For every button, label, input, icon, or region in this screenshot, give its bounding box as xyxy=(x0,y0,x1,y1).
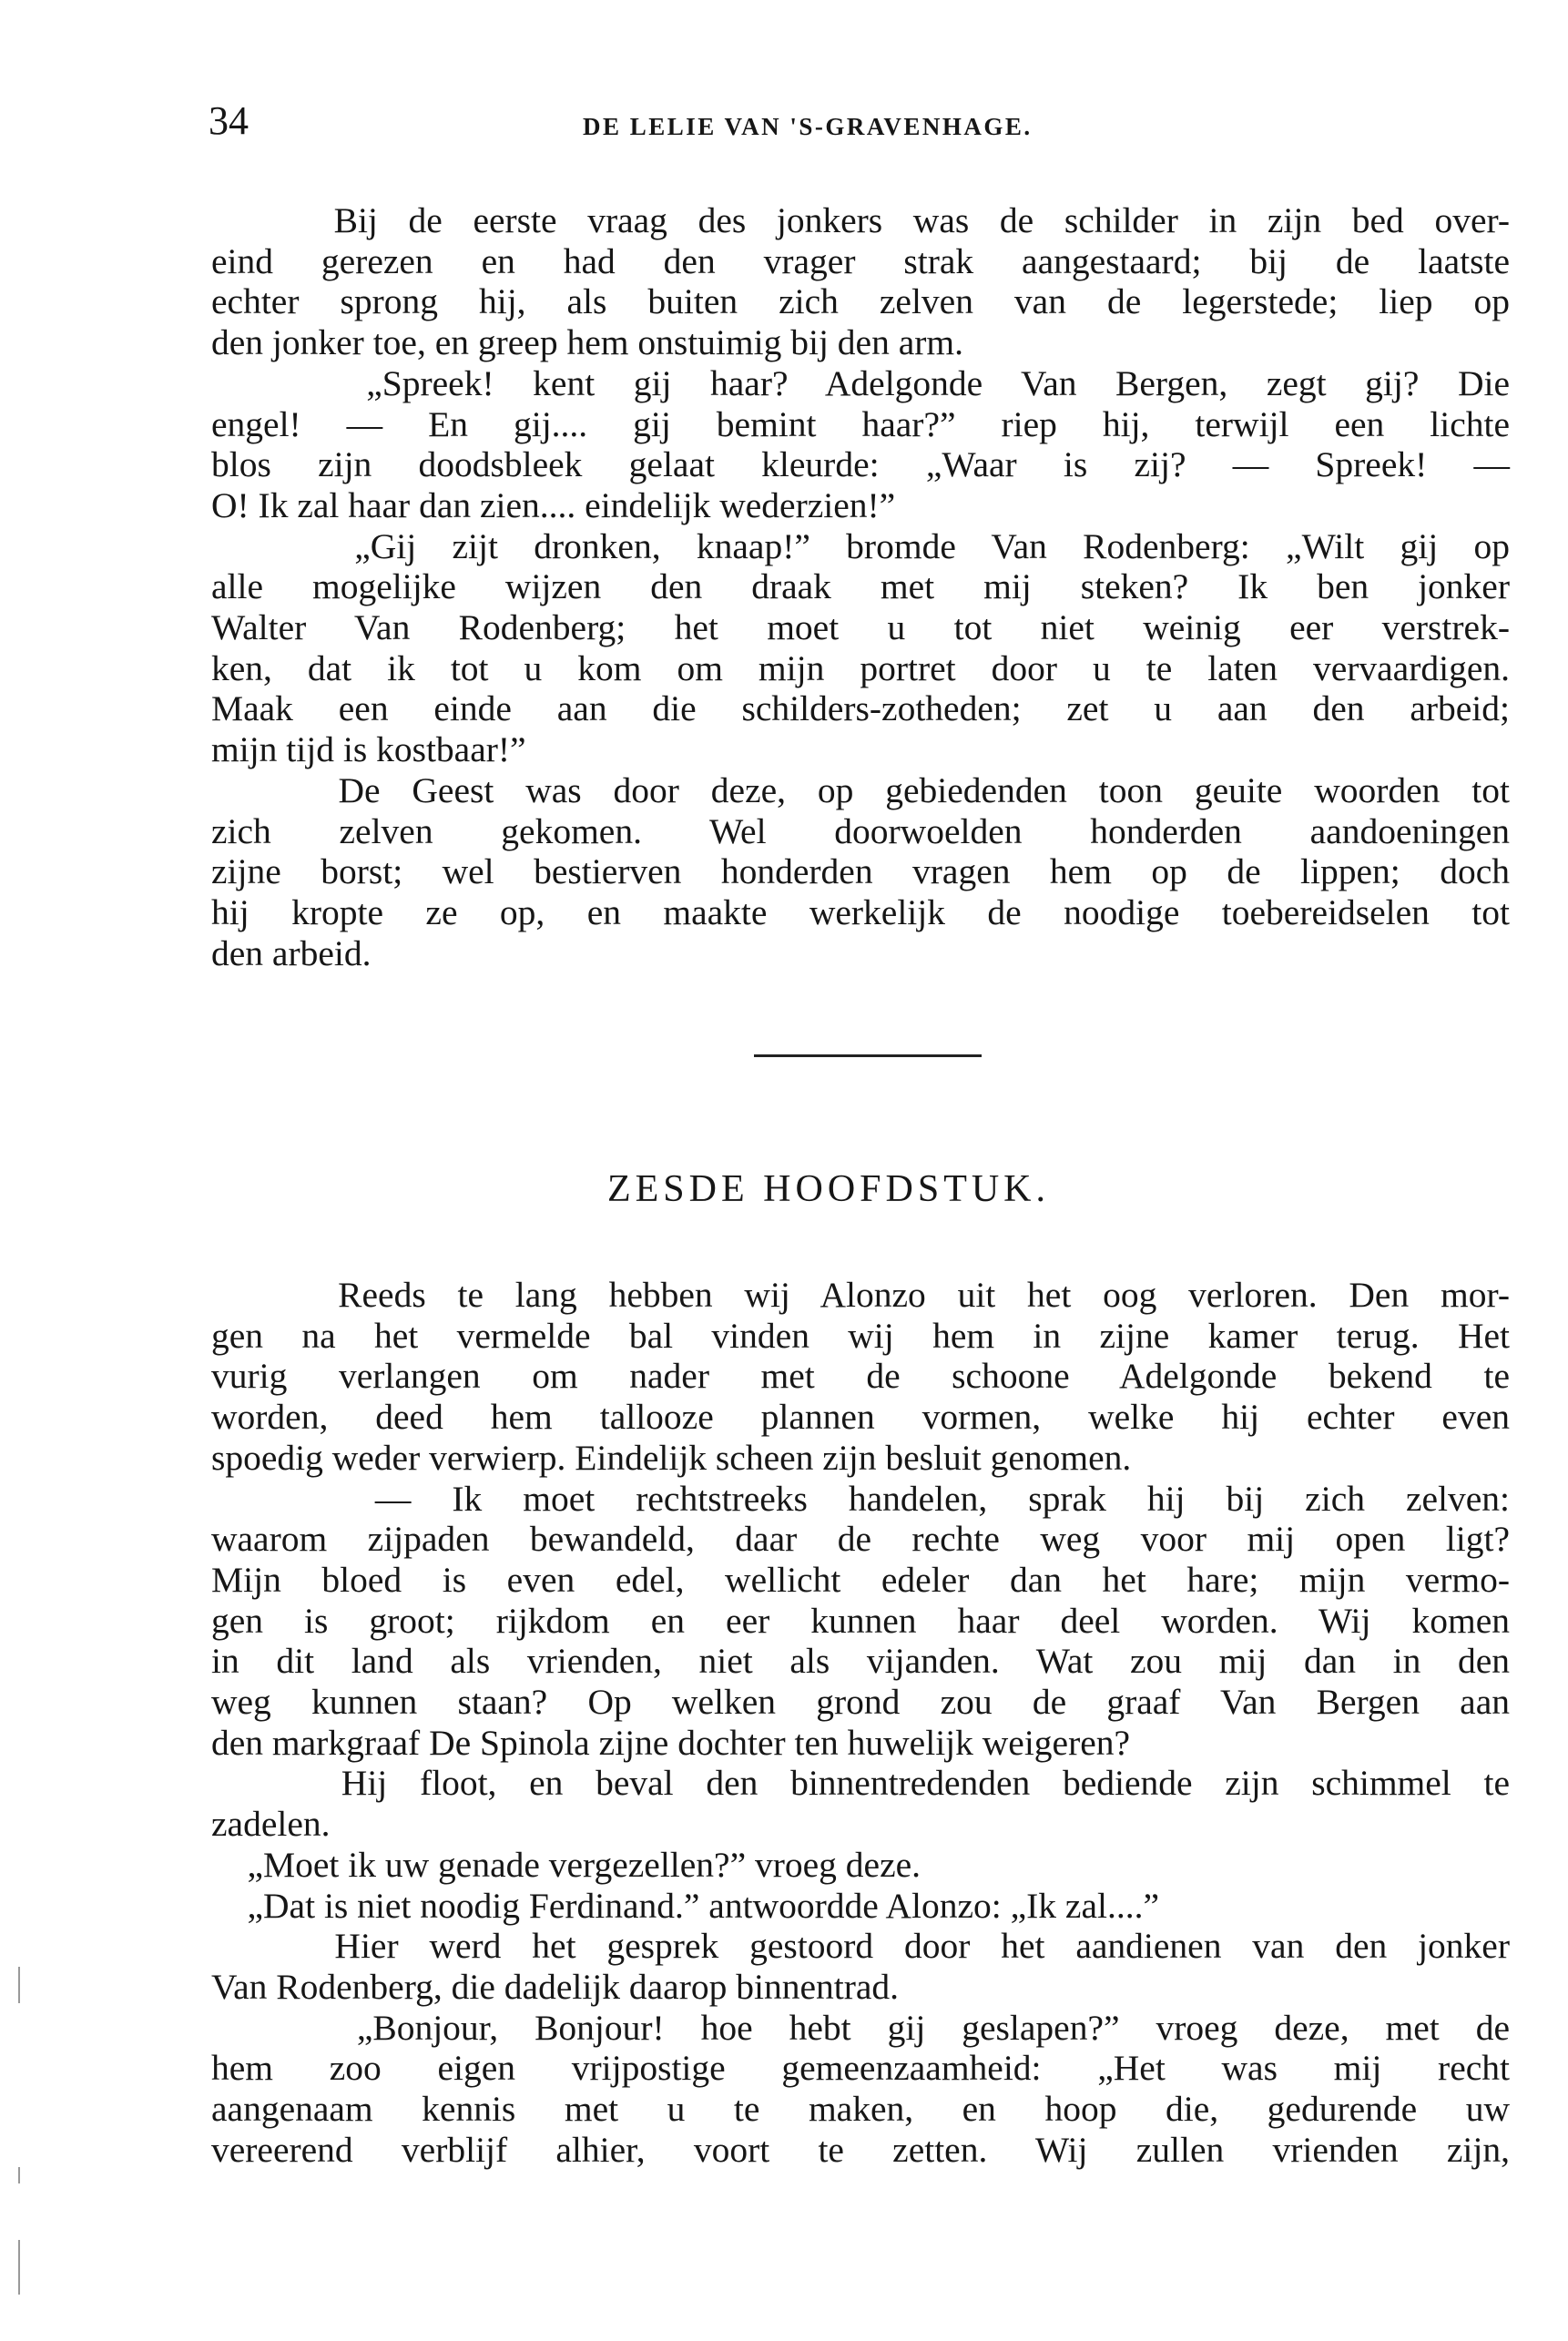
text-line: blos zijn doodsbleek gelaat kleurde: „Waar is zij? — Spreek! — xyxy=(211,444,1510,485)
text-line: den jonker toe, en greep hem onstuimig bij den arm. xyxy=(211,322,963,363)
text-line: gen is groot; rijkdom en eer kunnen haar deel worden. Wij komen xyxy=(211,1600,1510,1641)
text-line: Hier werd het gesprek gestoord door het aandienen van den jonker xyxy=(211,1926,1510,1967)
text-line: den arbeid. xyxy=(211,932,372,973)
chapter-title: ZESDE HOOFDSTUK. xyxy=(607,1168,1051,1210)
text-line: — Ik moet rechtstreeks handelen, sprak hij bij zich zelven: xyxy=(211,1478,1510,1519)
text-line: vereerend verblijf alhier, voort te zetten. Wij zullen vrienden zijn, xyxy=(211,2129,1510,2170)
text-line: in dit land als vrienden, niet als vijanden. Wat zou mij dan in den xyxy=(211,1641,1510,1682)
text-line: gen na het vermelde bal vinden wij hem in zijne kamer terug. Het xyxy=(211,1315,1510,1356)
text-block-section-1 xyxy=(211,200,1510,973)
text-line: Hij floot, en beval den binnentredenden bediende zijn schimmel te xyxy=(211,1763,1510,1804)
text-line: „Moet ik uw genade vergezellen?” vroeg deze. xyxy=(211,1844,921,1885)
text-line: zadelen. xyxy=(211,1804,331,1845)
margin-speck xyxy=(18,2240,20,2295)
text-line: eind gerezen en had den vrager strak aangestaard; bij de laatste xyxy=(211,240,1510,281)
text-line: De Geest was door deze, op gebiedenden toon geuite woorden tot xyxy=(211,769,1510,810)
text-line: zijne borst; wel bestierven honderden vragen hem op de lippen; doch xyxy=(211,851,1510,892)
text-line: Walter Van Rodenberg; het moet u tot niet weinig eer verstrek- xyxy=(211,607,1510,648)
text-line: hij kropte ze op, en maakte werkelijk de noodige toebereidselen tot xyxy=(211,891,1510,932)
text-line: „Bonjour, Bonjour! hoe hebt gij geslapen?” vroeg deze, met de xyxy=(211,2007,1510,2048)
margin-speck xyxy=(18,1967,20,2003)
text-line: alle mogelijke wijzen den draak met mij steken? Ik ben jonker xyxy=(211,566,1510,607)
margin-speck xyxy=(18,2167,20,2183)
text-line: Reeds te lang hebben wij Alonzo uit het oog verloren. Den mor- xyxy=(211,1275,1510,1315)
page-number: 34 xyxy=(209,98,249,143)
section-divider xyxy=(754,1054,982,1057)
text-line: echter sprong hij, als buiten zich zelven van de legerstede; liep op xyxy=(211,281,1510,322)
text-line: „Spreek! kent gij haar? Adelgonde Van Bergen, zegt gij? Die xyxy=(211,362,1510,403)
text-line: „Gij zijt dronken, knaap!” bromde Van Rodenberg: „Wilt gij op xyxy=(211,525,1510,566)
text-line: spoedig weder verwierp. Eindelijk scheen zijn besluit genomen. xyxy=(211,1437,1132,1478)
text-line: hem zoo eigen vrijpostige gemeenzaamheid: „Het was mij recht xyxy=(211,2048,1510,2089)
text-line: mijn tijd is kostbaar!” xyxy=(211,729,526,770)
text-line: „Dat is niet noodig Ferdinand.” antwoordde Alonzo: „Ik zal....” xyxy=(211,1885,1159,1926)
text-line: vurig verlangen om nader met de schoone Adelgonde bekend te xyxy=(211,1356,1510,1397)
text-line: den markgraaf De Spinola zijne dochter ten huwelijk weigeren? xyxy=(211,1722,1131,1763)
text-line: Van Rodenberg, die dadelijk daarop binnentrad. xyxy=(211,1966,900,2007)
text-line: aangenaam kennis met u te maken, en hoop die, gedurende uw xyxy=(211,2089,1510,2130)
text-line: waarom zijpaden bewandeld, daar de rechte weg voor mij open ligt? xyxy=(211,1519,1510,1560)
text-line: engel! — En gij.... gij bemint haar?” riep hij, terwijl een lichte xyxy=(211,403,1510,444)
text-block-section-2 xyxy=(211,1275,1510,2170)
running-head: DE LELIE VAN 'S-GRAVENHAGE. xyxy=(583,113,1033,140)
margin-specks xyxy=(18,1949,24,2313)
text-line: Bij de eerste vraag des jonkers was de schilder in zijn bed over- xyxy=(211,200,1510,240)
text-line: worden, deed hem tallooze plannen vormen, welke hij echter even xyxy=(211,1397,1510,1438)
text-line: weg kunnen staan? Op welken grond zou de graaf Van Bergen aan xyxy=(211,1682,1510,1723)
text-line: Mijn bloed is even edel, wellicht edeler dan het hare; mijn vermo- xyxy=(211,1559,1510,1600)
text-line: ken, dat ik tot u kom om mijn portret door u te laten vervaardigen. xyxy=(211,647,1510,688)
text-line: zich zelven gekomen. Wel doorwoelden honderden aandoeningen xyxy=(211,810,1510,851)
text-line: Maak een einde aan die schilders-zotheden; zet u aan den arbeid; xyxy=(211,688,1510,729)
text-line: O! Ik zal haar dan zien.... eindelijk wederzien!” xyxy=(211,484,896,525)
